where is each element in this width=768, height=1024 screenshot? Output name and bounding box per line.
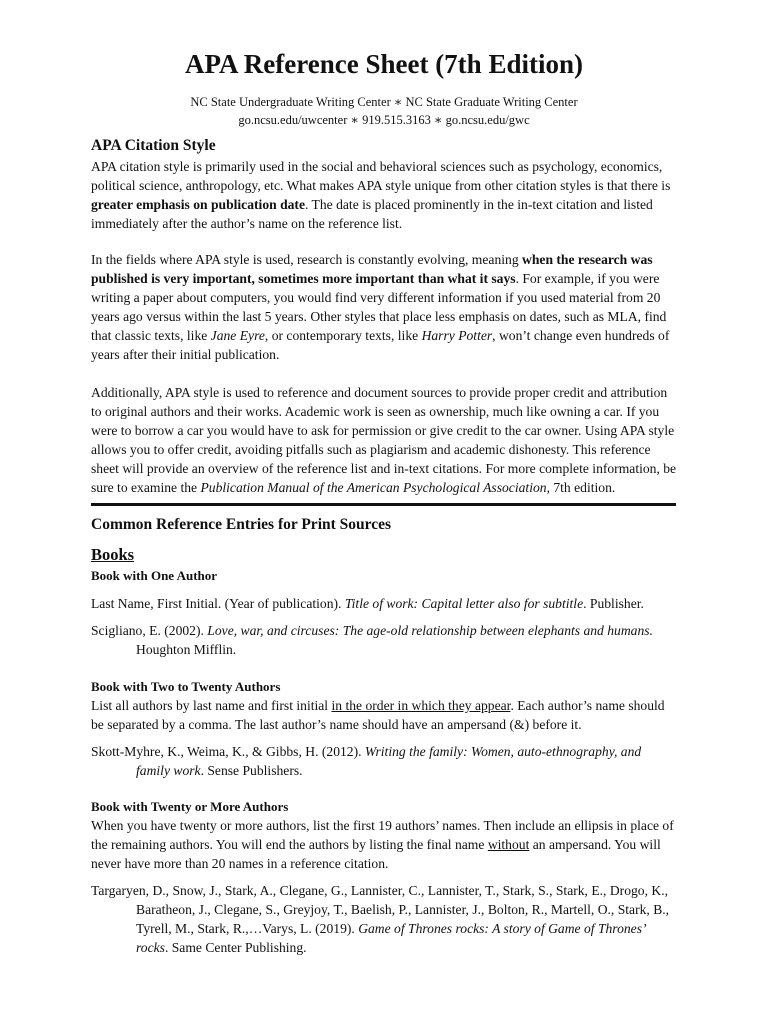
p2-emphasis: when the research was published is very important, sometimes more important than what it says — [91, 252, 653, 286]
one-author-format-b: . Publisher. — [583, 596, 644, 611]
two-to-twenty-example-a: Skott-Myhre, K., Weima, K., & Gibbs, H. (2012). — [91, 744, 365, 759]
one-author-example-title: Love, war, and circuses: The age-old relationship between elephants and humans. — [207, 623, 653, 638]
twenty-or-more-example-title: Game of Thrones rocks: A story of Game of Thrones’ rocks — [136, 921, 646, 955]
p3-text-a: Additionally, APA style is used to reference and document sources to provide proper credit and attribution to original authors and their works. Academic work is seen as ownership, much like owning a car. If you were to borrow a car you would have to ask for permission or give credit to the car owner. Using APA style allows you to offer credit, avoiding pitfalls such as plagiarism and academic dishonesty. This reference sheet will provide an overview of the reference list and in-text citations. For more complete information, be sure to examine the — [91, 385, 677, 495]
section-divider — [91, 503, 676, 506]
p1-text-a: APA citation style is primarily used in the social and behavioral sciences such as psychology, economics, political science, anthropology, etc. What makes APA style unique from other citation styles is that there is — [91, 159, 671, 193]
twenty-or-more-description — [91, 816, 677, 873]
twenty-or-more-desc-b: an ampersand. You will never have more than 20 names in a reference citation. — [91, 837, 661, 871]
writing-centers-line: NC State Undergraduate Writing Center ∗ NC State Graduate Writing Center — [190, 95, 578, 109]
two-to-twenty-desc-b: . Each author’s name should be separated by a comma. The last author’s name should have an ampersand (&) before it. — [91, 698, 665, 732]
one-author-format-title: Title of work: Capital letter also for subtitle — [344, 596, 584, 611]
p2-harry-potter: Harry Potter — [421, 328, 493, 343]
two-to-twenty-desc-underline: in the order in which they appear — [331, 698, 511, 713]
two-to-twenty-example — [91, 742, 677, 780]
one-author-example-b: Houghton Mifflin. — [136, 642, 237, 657]
citation-style-heading: APA Citation Style — [91, 137, 216, 154]
one-author-example — [91, 621, 677, 659]
two-to-twenty-description — [91, 696, 677, 734]
one-author-format — [91, 594, 677, 613]
one-author-heading: Book with One Author — [91, 568, 218, 583]
one-author-format-a: Last Name, First Initial. (Year of publication). — [91, 596, 345, 611]
twenty-or-more-desc-underline: without — [487, 837, 530, 852]
p2-jane-eyre: Jane Eyre — [210, 328, 265, 343]
twenty-or-more-heading: Book with Twenty or More Authors — [91, 799, 289, 814]
p2-text-a: In the fields where APA style is used, research is constantly evolving, meaning — [91, 252, 523, 267]
p1-text-c: . The date is placed prominently in the in-text citation and listed immediately after the author’s name on the reference list. — [91, 197, 653, 231]
two-to-twenty-desc-a: List all authors by last name and first initial — [91, 698, 332, 713]
one-author-example-a: Scigliano, E. (2002). — [91, 623, 208, 638]
contact-line: go.ncsu.edu/uwcenter ∗ 919.515.3163 ∗ go.ncsu.edu/gwc — [238, 113, 530, 127]
p2-text-c: . For example, if you were writing a paper about computers, you would find very different information if you used material from 20 years ago versus within the last 5 years. Other styles that place less emphasis on dates, such as MLA, find that classic texts, like — [91, 271, 667, 343]
books-heading: Books — [91, 545, 135, 564]
p3-manual-title: Publication Manual of the American Psychological Association — [200, 480, 547, 495]
p2-text-e: , won’t change even hundreds of years after their initial publication. — [91, 328, 670, 362]
twenty-or-more-desc-a: When you have twenty or more authors, list the first 19 authors’ names. Then include an ellipsis in place of the remaining authors. You will end the authors by listing the final name — [91, 818, 674, 852]
p2-text-d: , or contemporary texts, like — [264, 328, 422, 343]
page-title: APA Reference Sheet (7th Edition) — [185, 49, 583, 79]
citation-style-paragraph-3 — [91, 383, 677, 497]
twenty-or-more-example — [91, 881, 677, 957]
twenty-or-more-example-b: . Same Center Publishing. — [164, 940, 307, 955]
p1-emphasis: greater emphasis on publication date — [91, 197, 305, 212]
citation-style-paragraph-1 — [91, 157, 677, 233]
print-sources-heading: Common Reference Entries for Print Sources — [91, 516, 392, 533]
p3-text-b: , 7th edition. — [546, 480, 616, 495]
two-to-twenty-example-b: . Sense Publishers. — [200, 763, 303, 778]
two-to-twenty-example-title: Writing the family: Women, auto-ethnography, and family work — [136, 744, 642, 778]
two-to-twenty-heading: Book with Two to Twenty Authors — [91, 679, 281, 694]
twenty-or-more-example-a: Targaryen, D., Snow, J., Stark, A., Clegane, G., Lannister, C., Lannister, T., Stark, S., Stark, E., Drogo, K., Baratheon, J., Clegane, S., Greyjoy, T., Baelish, P., Lannister, J., Bolton, R., Martell, O., Stark, B., Tyrell, M., Stark, R.,…Varys, L. (2019). — [91, 883, 670, 936]
citation-style-paragraph-2 — [91, 250, 677, 364]
